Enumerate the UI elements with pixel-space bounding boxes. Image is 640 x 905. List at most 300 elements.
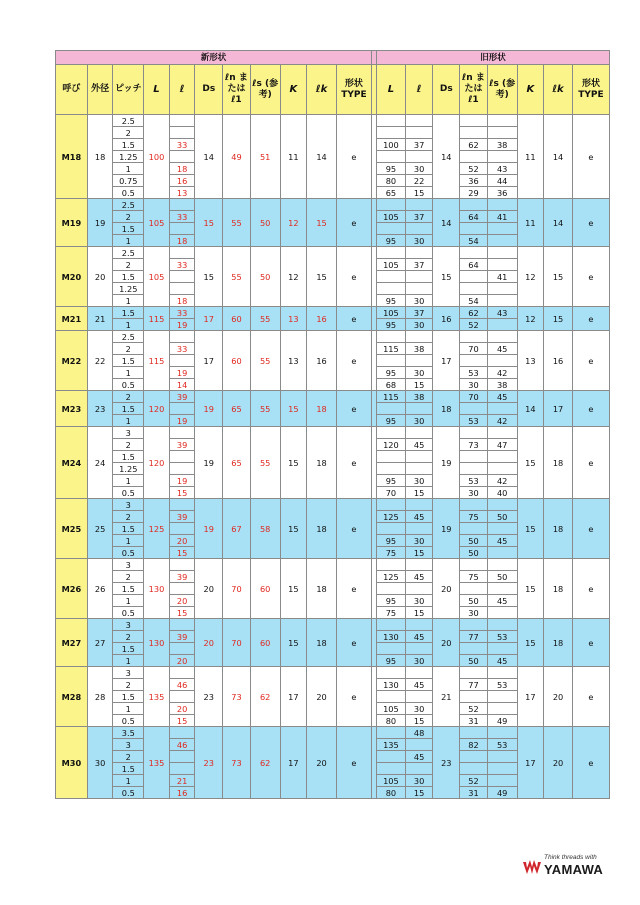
old-thread-length-cell: 45	[405, 679, 433, 691]
old-length-cell	[377, 523, 406, 535]
size-cell: M23	[56, 391, 88, 427]
old-ls-cell	[487, 703, 517, 715]
thread-length-cell: 39	[169, 571, 195, 583]
column-header: ℓn または ℓ1	[223, 65, 251, 115]
old-length-cell	[377, 619, 406, 631]
old-ln-cell: 30	[460, 379, 488, 391]
ln-cell: 73	[223, 667, 251, 727]
pitch-cell: 1.5	[113, 403, 144, 415]
old-length-cell	[377, 247, 406, 259]
old-ln-cell	[460, 127, 488, 139]
lk-cell: 15	[307, 247, 337, 307]
column-header: ℓs (参考)	[487, 65, 517, 115]
logo-tagline: Think threads with	[544, 854, 597, 861]
pitch-cell: 2	[113, 571, 144, 583]
old-length-cell	[377, 271, 406, 283]
old-ds-cell: 14	[433, 115, 460, 199]
old-ls-cell	[487, 607, 517, 619]
table-row	[56, 559, 610, 571]
old-k-cell: 12	[517, 247, 544, 307]
old-thread-length-cell: 38	[405, 391, 433, 403]
thread-length-cell	[169, 499, 195, 511]
old-length-cell	[377, 667, 406, 679]
old-length-cell: 105	[377, 259, 406, 271]
old-ls-cell: 47	[487, 439, 517, 451]
old-ln-cell	[460, 403, 488, 415]
old-thread-length-cell	[405, 643, 433, 655]
pitch-cell: 1	[113, 703, 144, 715]
pitch-cell: 1	[113, 415, 144, 427]
spec-table-sheet	[55, 50, 610, 799]
old-ln-cell: 31	[460, 715, 488, 727]
size-cell: M25	[56, 499, 88, 559]
old-ln-cell: 31	[460, 787, 488, 799]
old-ls-cell: 43	[487, 307, 517, 319]
thread-length-cell: 19	[169, 475, 195, 487]
lk-cell: 18	[307, 559, 337, 619]
ds-cell: 19	[195, 499, 223, 559]
size-cell: M18	[56, 115, 88, 199]
old-ls-cell: 43	[487, 163, 517, 175]
thread-length-cell: 18	[169, 235, 195, 247]
k-cell: 15	[280, 427, 307, 499]
pitch-cell: 1.5	[113, 271, 144, 283]
old-ln-cell: 52	[460, 775, 488, 787]
old-ls-cell	[487, 295, 517, 307]
pitch-cell: 2.5	[113, 199, 144, 211]
ls-cell: 55	[250, 307, 280, 331]
old-thread-length-cell	[405, 127, 433, 139]
old-ln-cell: 54	[460, 235, 488, 247]
old-length-cell: 80	[377, 175, 406, 187]
old-type-cell: e	[572, 199, 609, 247]
thread-length-cell	[169, 451, 195, 463]
size-cell: M28	[56, 667, 88, 727]
old-ln-cell: 64	[460, 259, 488, 271]
old-ln-cell	[460, 499, 488, 511]
size-cell: M24	[56, 427, 88, 499]
type-cell: e	[336, 667, 371, 727]
lk-cell: 18	[307, 499, 337, 559]
thread-length-cell: 20	[169, 655, 195, 667]
type-cell: e	[336, 727, 371, 799]
old-ln-cell	[460, 355, 488, 367]
old-length-cell: 95	[377, 367, 406, 379]
old-thread-length-cell	[405, 115, 433, 127]
old-length-cell: 120	[377, 439, 406, 451]
lk-cell: 18	[307, 619, 337, 667]
old-lk-cell: 14	[544, 115, 573, 199]
pitch-cell: 0.5	[113, 787, 144, 799]
thread-length-cell	[169, 283, 195, 295]
pitch-cell: 3	[113, 499, 144, 511]
thread-length-cell: 15	[169, 487, 195, 499]
old-type-cell: e	[572, 247, 609, 307]
ds-cell: 23	[195, 667, 223, 727]
pitch-cell: 0.5	[113, 487, 144, 499]
old-ls-cell	[487, 463, 517, 475]
old-ls-cell	[487, 235, 517, 247]
spec-table	[55, 50, 610, 799]
k-cell: 13	[280, 307, 307, 331]
ds-cell: 15	[195, 247, 223, 307]
column-header: ℓn または ℓ1	[460, 65, 488, 115]
ln-cell: 73	[223, 727, 251, 799]
new-shape-group: 新形状	[56, 51, 372, 65]
old-thread-length-cell: 37	[405, 259, 433, 271]
thread-length-cell: 19	[169, 319, 195, 331]
ds-cell: 17	[195, 307, 223, 331]
old-ln-cell: 53	[460, 415, 488, 427]
pitch-cell: 2	[113, 391, 144, 403]
old-ln-cell	[460, 115, 488, 127]
old-ln-cell: 50	[460, 535, 488, 547]
ds-cell: 15	[195, 199, 223, 247]
old-thread-length-cell: 15	[405, 187, 433, 199]
old-ln-cell: 75	[460, 571, 488, 583]
old-ln-cell	[460, 223, 488, 235]
old-ln-cell: 75	[460, 511, 488, 523]
thread-length-cell: 33	[169, 211, 195, 223]
old-thread-length-cell: 30	[405, 415, 433, 427]
old-ln-cell	[460, 331, 488, 343]
pitch-cell: 0.5	[113, 187, 144, 199]
old-thread-length-cell	[405, 247, 433, 259]
k-cell: 12	[280, 247, 307, 307]
old-length-cell: 80	[377, 787, 406, 799]
thread-length-cell	[169, 403, 195, 415]
table-row	[56, 331, 610, 343]
pitch-cell: 1	[113, 295, 144, 307]
thread-length-cell	[169, 427, 195, 439]
old-ls-cell: 36	[487, 187, 517, 199]
thread-length-cell: 14	[169, 379, 195, 391]
outer-diameter-cell: 25	[87, 499, 113, 559]
outer-diameter-cell: 28	[87, 667, 113, 727]
old-length-cell	[377, 559, 406, 571]
old-ls-cell	[487, 583, 517, 595]
pitch-cell: 1.5	[113, 763, 144, 775]
table-row	[56, 199, 610, 211]
old-length-cell: 105	[377, 211, 406, 223]
old-k-cell: 15	[517, 559, 544, 619]
old-length-cell: 105	[377, 703, 406, 715]
old-lk-cell: 18	[544, 559, 573, 619]
old-ls-cell: 53	[487, 679, 517, 691]
old-k-cell: 13	[517, 331, 544, 391]
ls-cell: 55	[250, 331, 280, 391]
pitch-cell: 2	[113, 631, 144, 643]
old-length-cell: 135	[377, 739, 406, 751]
ls-cell: 62	[250, 667, 280, 727]
thread-length-cell: 20	[169, 703, 195, 715]
ds-cell: 17	[195, 331, 223, 391]
old-ls-cell	[487, 763, 517, 775]
thread-length-cell: 39	[169, 511, 195, 523]
old-ds-cell: 15	[433, 247, 460, 307]
old-thread-length-cell: 15	[405, 547, 433, 559]
old-ln-cell	[460, 151, 488, 163]
ln-cell: 55	[223, 247, 251, 307]
old-lk-cell: 15	[544, 307, 573, 331]
old-length-cell: 95	[377, 319, 406, 331]
old-length-cell	[377, 691, 406, 703]
old-k-cell: 14	[517, 391, 544, 427]
thread-length-cell: 13	[169, 187, 195, 199]
pitch-cell: 2.5	[113, 247, 144, 259]
thread-length-cell: 18	[169, 295, 195, 307]
old-ds-cell: 21	[433, 667, 460, 727]
ls-cell: 60	[250, 619, 280, 667]
pitch-cell: 1	[113, 475, 144, 487]
old-length-cell: 115	[377, 343, 406, 355]
ls-cell: 60	[250, 559, 280, 619]
lk-cell: 14	[307, 115, 337, 199]
old-ln-cell	[460, 667, 488, 679]
pitch-cell: 1.5	[113, 223, 144, 235]
old-type-cell: e	[572, 307, 609, 331]
old-ds-cell: 20	[433, 619, 460, 667]
type-cell: e	[336, 331, 371, 391]
length-cell: 135	[144, 667, 170, 727]
old-length-cell	[377, 463, 406, 475]
old-ln-cell: 70	[460, 391, 488, 403]
old-ls-cell	[487, 151, 517, 163]
column-header: ℓs (参考)	[250, 65, 280, 115]
old-lk-cell: 18	[544, 619, 573, 667]
old-ln-cell: 62	[460, 139, 488, 151]
thread-length-cell	[169, 763, 195, 775]
old-length-cell	[377, 763, 406, 775]
old-thread-length-cell: 30	[405, 163, 433, 175]
old-thread-length-cell	[405, 667, 433, 679]
thread-length-cell	[169, 523, 195, 535]
old-type-cell: e	[572, 499, 609, 559]
pitch-cell: 1	[113, 319, 144, 331]
lk-cell: 20	[307, 667, 337, 727]
ls-cell: 58	[250, 499, 280, 559]
old-ls-cell: 42	[487, 367, 517, 379]
pitch-cell: 1	[113, 535, 144, 547]
old-ls-cell: 53	[487, 631, 517, 643]
old-ls-cell	[487, 751, 517, 763]
column-header: K	[517, 65, 544, 115]
old-length-cell	[377, 115, 406, 127]
table-row	[56, 619, 610, 631]
ls-cell: 50	[250, 247, 280, 307]
old-ln-cell: 30	[460, 607, 488, 619]
outer-diameter-cell: 19	[87, 199, 113, 247]
old-thread-length-cell: 45	[405, 439, 433, 451]
thread-length-cell: 33	[169, 307, 195, 319]
column-header: 外径	[87, 65, 113, 115]
old-k-cell: 17	[517, 727, 544, 799]
old-k-cell: 11	[517, 199, 544, 247]
old-thread-length-cell	[405, 763, 433, 775]
old-thread-length-cell: 37	[405, 211, 433, 223]
old-ls-cell: 49	[487, 787, 517, 799]
ln-cell: 70	[223, 559, 251, 619]
length-cell: 135	[144, 727, 170, 799]
thread-length-cell	[169, 355, 195, 367]
outer-diameter-cell: 22	[87, 331, 113, 391]
outer-diameter-cell: 18	[87, 115, 113, 199]
ls-cell: 62	[250, 727, 280, 799]
old-length-cell: 130	[377, 679, 406, 691]
table-row	[56, 307, 610, 319]
old-ln-cell: 73	[460, 439, 488, 451]
old-length-cell: 130	[377, 631, 406, 643]
type-cell: e	[336, 427, 371, 499]
type-cell: e	[336, 247, 371, 307]
old-lk-cell: 18	[544, 427, 573, 499]
pitch-cell: 3	[113, 559, 144, 571]
old-ls-cell	[487, 331, 517, 343]
old-thread-length-cell: 30	[405, 235, 433, 247]
pitch-cell: 1.5	[113, 307, 144, 319]
old-ls-cell	[487, 403, 517, 415]
old-k-cell: 11	[517, 115, 544, 199]
thread-length-cell	[169, 199, 195, 211]
old-type-cell: e	[572, 115, 609, 199]
table-row	[56, 391, 610, 403]
old-ls-cell	[487, 115, 517, 127]
old-ls-cell: 42	[487, 415, 517, 427]
table-row	[56, 727, 610, 739]
table-row	[56, 499, 610, 511]
old-ls-cell	[487, 727, 517, 739]
outer-diameter-cell: 21	[87, 307, 113, 331]
thread-length-cell	[169, 271, 195, 283]
old-thread-length-cell: 22	[405, 175, 433, 187]
pitch-cell: 2.5	[113, 331, 144, 343]
pitch-cell: 0.5	[113, 715, 144, 727]
old-lk-cell: 16	[544, 331, 573, 391]
thread-length-cell: 39	[169, 631, 195, 643]
old-length-cell	[377, 355, 406, 367]
old-k-cell: 15	[517, 499, 544, 559]
old-thread-length-cell	[405, 451, 433, 463]
outer-diameter-cell: 26	[87, 559, 113, 619]
old-ds-cell: 17	[433, 331, 460, 391]
old-thread-length-cell: 45	[405, 631, 433, 643]
old-ln-cell	[460, 427, 488, 439]
old-shape-group: 旧形状	[377, 51, 610, 65]
old-ds-cell: 19	[433, 427, 460, 499]
thread-length-cell: 33	[169, 259, 195, 271]
old-thread-length-cell	[405, 151, 433, 163]
old-type-cell: e	[572, 619, 609, 667]
ln-cell: 49	[223, 115, 251, 199]
old-length-cell: 100	[377, 139, 406, 151]
size-cell: M22	[56, 331, 88, 391]
old-ln-cell: 64	[460, 211, 488, 223]
old-thread-length-cell	[405, 403, 433, 415]
column-header: 形状 TYPE	[336, 65, 371, 115]
old-length-cell: 68	[377, 379, 406, 391]
old-ls-cell	[487, 247, 517, 259]
old-lk-cell: 14	[544, 199, 573, 247]
pitch-cell: 2	[113, 679, 144, 691]
old-length-cell	[377, 727, 406, 739]
lk-cell: 15	[307, 199, 337, 247]
old-thread-length-cell: 30	[405, 319, 433, 331]
pitch-cell: 1	[113, 775, 144, 787]
old-length-cell	[377, 223, 406, 235]
old-ls-cell	[487, 427, 517, 439]
column-header: 呼び	[56, 65, 88, 115]
old-ln-cell: 82	[460, 739, 488, 751]
thread-length-cell: 33	[169, 343, 195, 355]
old-k-cell: 17	[517, 667, 544, 727]
length-cell: 115	[144, 331, 170, 391]
pitch-cell: 1	[113, 367, 144, 379]
length-cell: 105	[144, 247, 170, 307]
old-length-cell	[377, 583, 406, 595]
ls-cell: 55	[250, 391, 280, 427]
old-length-cell: 105	[377, 307, 406, 319]
outer-diameter-cell: 20	[87, 247, 113, 307]
old-thread-length-cell	[405, 223, 433, 235]
old-ls-cell	[487, 355, 517, 367]
type-cell: e	[336, 391, 371, 427]
old-ls-cell: 53	[487, 739, 517, 751]
old-thread-length-cell: 38	[405, 343, 433, 355]
pitch-cell: 3	[113, 619, 144, 631]
old-length-cell: 125	[377, 511, 406, 523]
old-ln-cell: 50	[460, 655, 488, 667]
old-ls-cell: 41	[487, 271, 517, 283]
old-length-cell: 95	[377, 415, 406, 427]
length-cell: 100	[144, 115, 170, 199]
pitch-cell: 2	[113, 439, 144, 451]
old-ls-cell	[487, 223, 517, 235]
pitch-cell: 1.5	[113, 355, 144, 367]
old-ls-cell	[487, 259, 517, 271]
pitch-cell: 1	[113, 655, 144, 667]
yamawa-logo	[522, 854, 610, 880]
old-thread-length-cell: 30	[405, 655, 433, 667]
lk-cell: 18	[307, 427, 337, 499]
length-cell: 105	[144, 199, 170, 247]
k-cell: 15	[280, 499, 307, 559]
old-thread-length-cell	[405, 523, 433, 535]
column-header: ℓ	[405, 65, 433, 115]
pitch-cell: 1.5	[113, 451, 144, 463]
pitch-cell: 1	[113, 235, 144, 247]
length-cell: 130	[144, 619, 170, 667]
old-length-cell: 95	[377, 295, 406, 307]
outer-diameter-cell: 27	[87, 619, 113, 667]
old-length-cell	[377, 499, 406, 511]
size-cell: M20	[56, 247, 88, 307]
type-cell: e	[336, 499, 371, 559]
column-header: L	[377, 65, 406, 115]
old-length-cell: 125	[377, 571, 406, 583]
old-ls-cell	[487, 775, 517, 787]
old-length-cell: 75	[377, 607, 406, 619]
thread-length-cell	[169, 643, 195, 655]
old-thread-length-cell: 45	[405, 751, 433, 763]
pitch-cell: 3	[113, 739, 144, 751]
outer-diameter-cell: 24	[87, 427, 113, 499]
type-cell: e	[336, 115, 371, 199]
thread-length-cell	[169, 331, 195, 343]
old-ln-cell: 62	[460, 307, 488, 319]
old-thread-length-cell	[405, 583, 433, 595]
old-ln-cell	[460, 727, 488, 739]
old-k-cell: 15	[517, 619, 544, 667]
